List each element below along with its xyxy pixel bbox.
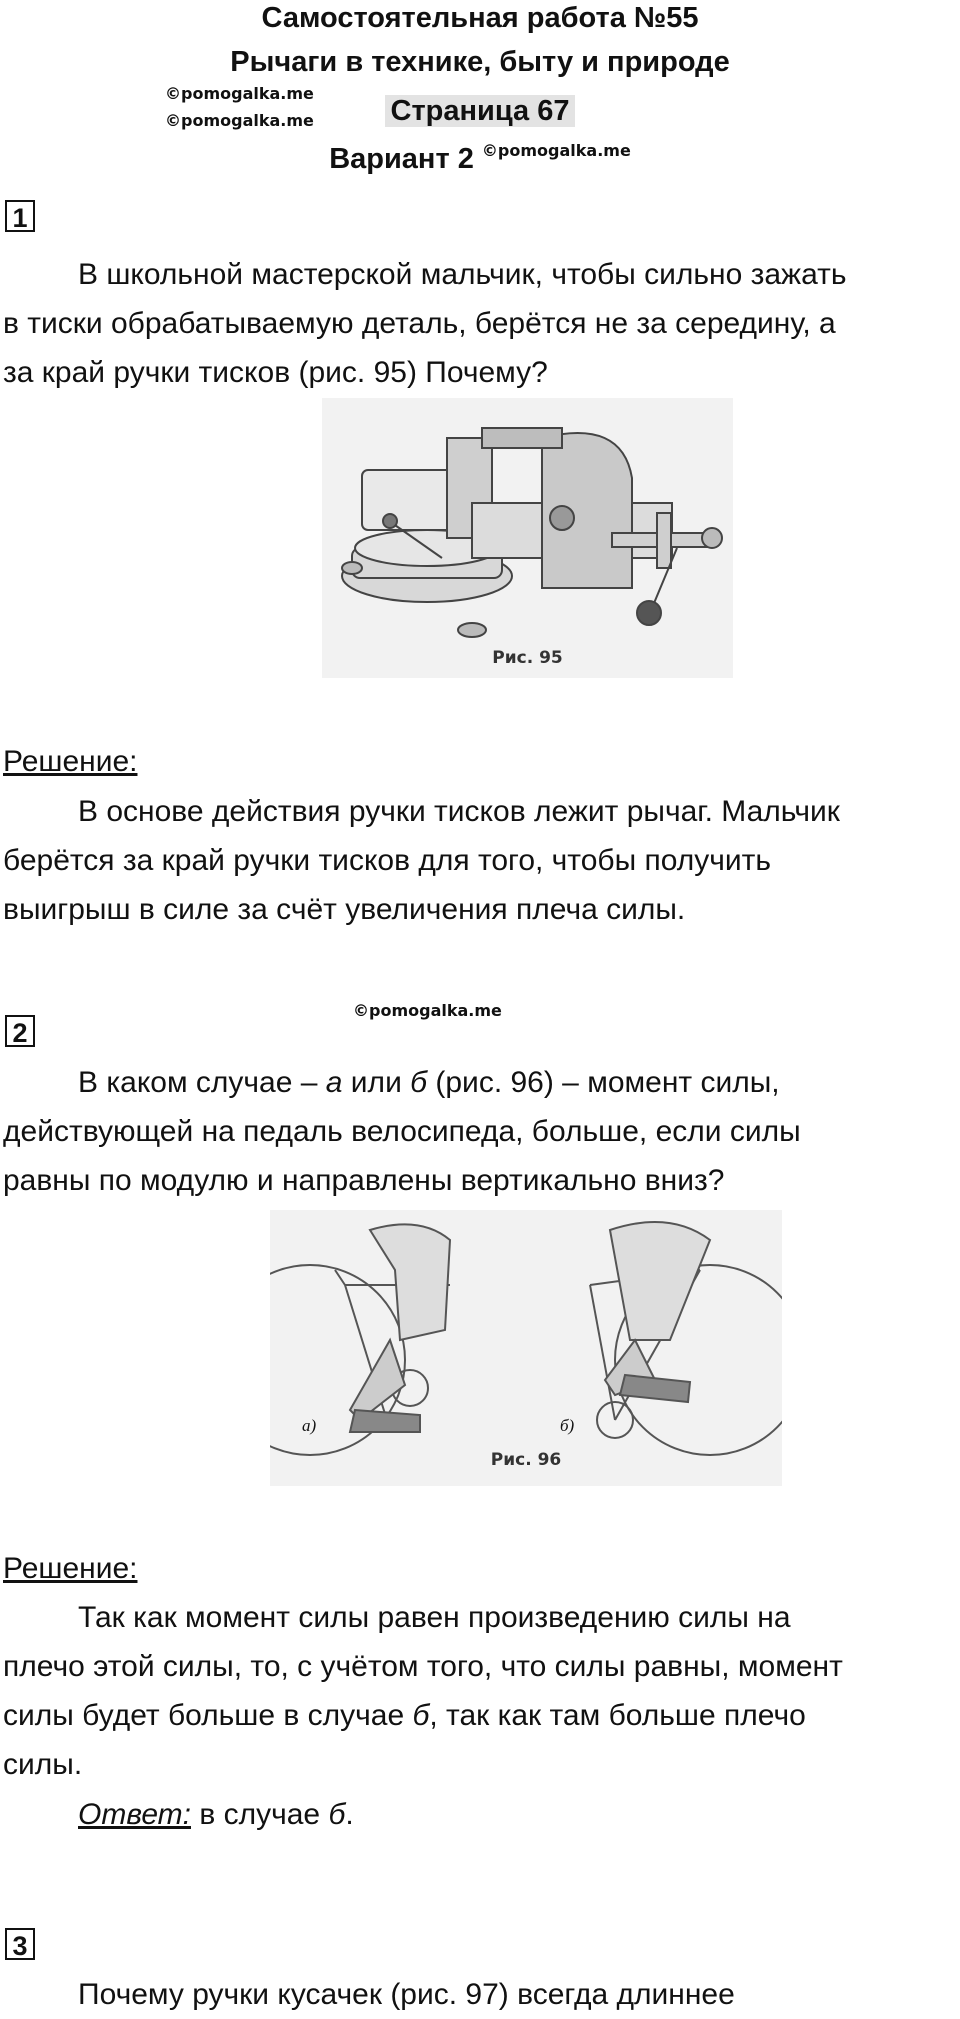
- task1-solution-line-3: выигрыш в силе за счёт увеличения плеча силы.: [3, 893, 686, 926]
- task1-solution-label: Решение:: [3, 745, 138, 778]
- figure-95-caption: Рис. 95: [492, 648, 563, 668]
- task1-solution-line-2: берётся за край ручки тисков для того, чтобы получить: [3, 844, 772, 877]
- task2-option-b: б: [410, 1066, 428, 1099]
- watermark-middle: ©pomogalka.me: [353, 1001, 502, 1020]
- figure-96-label-a: а): [302, 1416, 317, 1435]
- task2-solution-label: Решение:: [3, 1552, 138, 1585]
- task-number-2: 2: [5, 1015, 35, 1047]
- task2-line-2: действующей на педаль велосипеда, больше, если силы: [3, 1115, 801, 1148]
- task3-line-1: Почему ручки кусачек (рис. 97) всегда длиннее: [78, 1978, 735, 2011]
- page-subtitle: Рычаги в технике, быту и природе: [230, 46, 730, 78]
- variant-label: [0, 143, 960, 176]
- task2-answer-before: в случае: [191, 1798, 329, 1831]
- task2-answer-label: Ответ:: [78, 1798, 191, 1831]
- task2-line-1-after: (рис. 96) – момент силы,: [427, 1066, 780, 1099]
- task2-answer: [78, 1790, 354, 1839]
- watermark-top-1: ©pomogalka.me: [165, 84, 314, 103]
- task2-line-1-mid: или: [342, 1066, 411, 1099]
- figure-95-vise: [322, 398, 733, 678]
- task1-line-1: В школьной мастерской мальчик, чтобы сильно зажать: [78, 258, 847, 291]
- task2-line-1: [78, 1058, 780, 1107]
- task2-solution-line-3-after: , так как там больше плечо: [429, 1699, 806, 1732]
- page-title: Самостоятельная работа №55: [261, 2, 699, 34]
- variant-text: Вариант 2: [329, 143, 474, 175]
- task2-line-3: равны по модулю и направлены вертикально вниз?: [3, 1164, 725, 1197]
- page-number-text: Страница 67: [385, 95, 576, 127]
- task2-solution-line-1: Так как момент силы равен произведению силы на: [78, 1601, 791, 1634]
- bicycle-illustration: [270, 1210, 782, 1486]
- task2-solution-line-3-before: силы будет больше в случае: [3, 1699, 413, 1732]
- task1-solution-line-1: В основе действия ручки тисков лежит рычаг. Мальчик: [78, 795, 840, 828]
- task2-solution-option-b: б: [412, 1699, 430, 1732]
- task2-solution-line-4: силы.: [3, 1748, 83, 1781]
- task1-line-2: в тиски обрабатываемую деталь, берётся не за середину, а: [3, 307, 836, 340]
- watermark-variant: ©pomogalka.me: [481, 141, 631, 160]
- task2-solution-line-3: [3, 1691, 806, 1740]
- task2-option-a: а: [325, 1066, 343, 1099]
- figure-96-bicycle: [270, 1210, 782, 1486]
- figure-96-label-b: б): [560, 1416, 575, 1435]
- task2-answer-b: б: [328, 1798, 346, 1831]
- page-number-label: [0, 95, 960, 128]
- vise-illustration: [322, 398, 733, 678]
- task2-line-1-before: В каком случае –: [78, 1066, 326, 1099]
- task2-solution-line-2: плечо этой силы, то, с учётом того, что силы равны, момент: [3, 1650, 843, 1683]
- task-number-1: 1: [5, 200, 35, 232]
- task-number-3: 3: [5, 1928, 35, 1960]
- task2-answer-after: .: [345, 1798, 354, 1831]
- task1-line-3: за край ручки тисков (рис. 95) Почему?: [3, 356, 548, 389]
- watermark-top-2: ©pomogalka.me: [165, 111, 314, 130]
- figure-96-caption: Рис. 96: [490, 1450, 562, 1470]
